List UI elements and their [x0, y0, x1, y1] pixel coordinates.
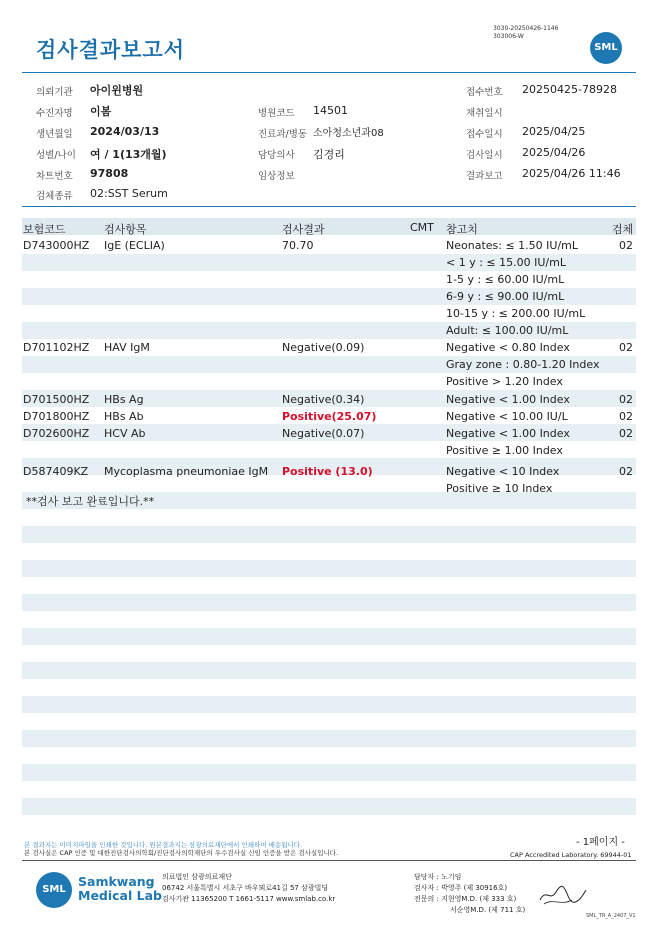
- specimen-label: 검체종류: [36, 191, 73, 202]
- cell-ref: Negative < 0.80 Index: [446, 341, 570, 354]
- cell-ref: Gray zone : 0.80-1.20 Index: [446, 358, 600, 371]
- cell-spec: 02: [619, 341, 633, 354]
- cell-result: Positive(25.07): [282, 410, 377, 423]
- lab-name: 의료법인 삼광의료재단: [162, 873, 232, 881]
- table-row: [0, 425, 655, 442]
- report-complete-text: **검사 보고 완료입니다.**: [26, 495, 155, 508]
- hospital-label: 의뢰기관: [36, 87, 73, 98]
- cell-ref: Neonates: ≤ 1.50 IU/mL: [446, 239, 578, 252]
- cell-code: D743000HZ: [23, 239, 90, 252]
- footer-divider: [22, 860, 636, 861]
- brand-line1: Samkwang: [78, 874, 155, 889]
- staff-list: [414, 872, 525, 916]
- received-label: 접수일시: [466, 129, 503, 140]
- col-code-header: 보험코드: [23, 223, 66, 236]
- patient-label: 수진자명: [36, 108, 73, 119]
- hospital-value: 아이윈병원: [90, 84, 144, 97]
- cell-item: HBs Ag: [104, 393, 144, 406]
- staff-specialist2: 서순영M.D. (제 711 호): [450, 906, 526, 914]
- cell-item: HAV IgM: [104, 341, 150, 354]
- receipt-no-label: 접수번호: [466, 87, 503, 98]
- staff-tester: 검사자 : 박영주 (제 30916호): [414, 884, 508, 892]
- cell-ref: Positive ≥ 10 Index: [446, 482, 553, 495]
- dob-value: 2024/03/13: [90, 125, 160, 138]
- table-row: [0, 322, 655, 339]
- specimen-value: 02:SST Serum: [90, 187, 168, 200]
- table-row: [0, 356, 655, 373]
- table-row: [0, 237, 655, 254]
- table-row: [0, 442, 655, 459]
- col-cmt-header: CMT: [410, 221, 434, 234]
- cell-ref: Negative < 1.00 Index: [446, 427, 570, 440]
- cell-ref: Negative < 10.00 IU/L: [446, 410, 568, 423]
- table-row: [0, 254, 655, 271]
- cell-code: D702600HZ: [23, 427, 90, 440]
- report-value: 2025/04/26 11:46: [522, 167, 621, 180]
- hosp-code-value: 14501: [313, 104, 348, 117]
- lab-contact: 검사기관 11365200 T 1661-5117 www.smlab.co.kr: [162, 895, 336, 903]
- doctor-label: 담당의사: [258, 150, 295, 161]
- cell-item: HCV Ab: [104, 427, 146, 440]
- cell-ref: 6-9 y : ≤ 90.00 IU/mL: [446, 290, 565, 303]
- table-row: [0, 271, 655, 288]
- staff-specialist1: 전문의 : 지현영M.D. (제 333 호): [414, 895, 517, 903]
- patient-value: 이봄: [90, 105, 112, 118]
- table-stripe: [22, 730, 636, 747]
- table-row: [0, 339, 655, 356]
- info-divider: [22, 206, 636, 207]
- table-stripe: [22, 764, 636, 781]
- cell-ref: Adult: ≤ 100.00 IU/mL: [446, 324, 569, 337]
- receipt-no-value: 20250425-78928: [522, 83, 617, 96]
- cell-spec: 02: [619, 465, 633, 478]
- table-row: [0, 288, 655, 305]
- col-spec-header: 검체: [612, 223, 634, 236]
- form-code: SML_TR_A_2407_V1: [586, 913, 636, 919]
- table-row: [0, 408, 655, 425]
- cell-result: 70.70: [282, 239, 314, 252]
- cell-spec: 02: [619, 427, 633, 440]
- brand-name: [78, 875, 162, 903]
- clinical-label: 임상정보: [258, 171, 295, 182]
- document-id-line1: 3030-20250426-1146: [493, 25, 559, 32]
- table-stripe: [22, 798, 636, 815]
- table-row: [0, 373, 655, 390]
- cell-ref: < 1 y : ≤ 15.00 IU/mL: [446, 256, 566, 269]
- hosp-code-label: 병원코드: [258, 108, 295, 119]
- dept-label: 진료과/병동: [258, 129, 308, 140]
- cell-ref: Positive ≥ 1.00 Index: [446, 444, 563, 457]
- table-stripe: [22, 628, 636, 645]
- received-value: 2025/04/25: [522, 125, 586, 138]
- cell-code: D701500HZ: [23, 393, 90, 406]
- report-label: 결과보고: [466, 171, 503, 182]
- cap-accreditation: CAP Accredited Laboratory. 69944-01: [510, 851, 632, 859]
- table-stripe: [22, 594, 636, 611]
- col-ref-header: 참고치: [446, 223, 478, 236]
- table-row: [0, 391, 655, 408]
- document-id-line2: 303006-W: [493, 33, 524, 40]
- table-row: [0, 305, 655, 322]
- cell-ref: 1-5 y : ≤ 60.00 IU/mL: [446, 273, 565, 286]
- dob-label: 생년월일: [36, 129, 73, 140]
- lab-street: 06742 서울특별시 서초구 바우뫼로41길 57 삼광빌딩: [162, 884, 329, 892]
- table-stripe: [22, 560, 636, 577]
- footer-notes: [24, 841, 338, 857]
- cell-ref: Negative < 10 Index: [446, 465, 560, 478]
- page-number: - 1페이지 -: [576, 837, 625, 848]
- cell-ref: Positive > 1.20 Index: [446, 375, 563, 388]
- cell-result: Negative(0.34): [282, 393, 365, 406]
- table-stripe: [22, 662, 636, 679]
- cell-item: HBs Ab: [104, 410, 144, 423]
- cell-code: D701800HZ: [23, 410, 90, 423]
- sex-value: 여 / 1(13개월): [90, 148, 167, 161]
- sml-logo: SML: [590, 32, 622, 64]
- cell-result: Positive (13.0): [282, 465, 373, 478]
- tested-value: 2025/04/26: [522, 146, 586, 159]
- col-item-header: 검사항목: [104, 223, 147, 236]
- doctor-value: 김경리: [313, 148, 345, 161]
- cell-item: Mycoplasma pneumoniae IgM: [104, 465, 269, 478]
- cell-code: D701102HZ: [23, 341, 90, 354]
- header-divider: [22, 72, 636, 73]
- chart-label: 차트번호: [36, 171, 73, 182]
- cell-ref: Negative < 1.00 Index: [446, 393, 570, 406]
- cell-spec: 02: [619, 410, 633, 423]
- page-title: 검사결과보고서: [36, 38, 186, 62]
- dept-value: 소아청소년과08: [313, 128, 384, 139]
- table-stripe: [22, 696, 636, 713]
- footer-note-cap: 본 검사실은 CAP 인증 및 대한진단검사의학회/진단검사의학재단의 우수검사실 신임 인증을 받은 검사실입니다.: [24, 849, 339, 857]
- document-id: [493, 25, 558, 41]
- lab-address: [162, 872, 335, 905]
- tested-label: 검사일시: [466, 150, 503, 161]
- cell-spec: 02: [619, 239, 633, 252]
- staff-manager: 담당자 : 노기임: [414, 873, 462, 881]
- brand-line2: Medical Lab: [78, 888, 162, 903]
- cell-spec: 02: [619, 393, 633, 406]
- cell-code: D587409KZ: [23, 465, 89, 478]
- cell-ref: 10-15 y : ≤ 200.00 IU/mL: [446, 307, 586, 320]
- sex-label: 성별/나이: [36, 150, 76, 161]
- chart-value: 97808: [90, 167, 129, 180]
- table-row: [0, 463, 655, 480]
- table-stripe: [22, 526, 636, 543]
- col-result-header: 검사결과: [282, 223, 325, 236]
- cell-result: Negative(0.09): [282, 341, 365, 354]
- signature-icon: [538, 882, 588, 908]
- footer-note-image: 본 결과지는 이미지파일을 인쇄한 것입니다. 원본결과지는 삼광의료재단에서 인쇄하여 배송됩니다.: [24, 841, 303, 849]
- collect-label: 채취일시: [466, 108, 503, 119]
- cell-result: Negative(0.07): [282, 427, 365, 440]
- sml-footer-logo-icon: SML: [36, 872, 72, 908]
- cell-item: IgE (ECLIA): [104, 239, 165, 252]
